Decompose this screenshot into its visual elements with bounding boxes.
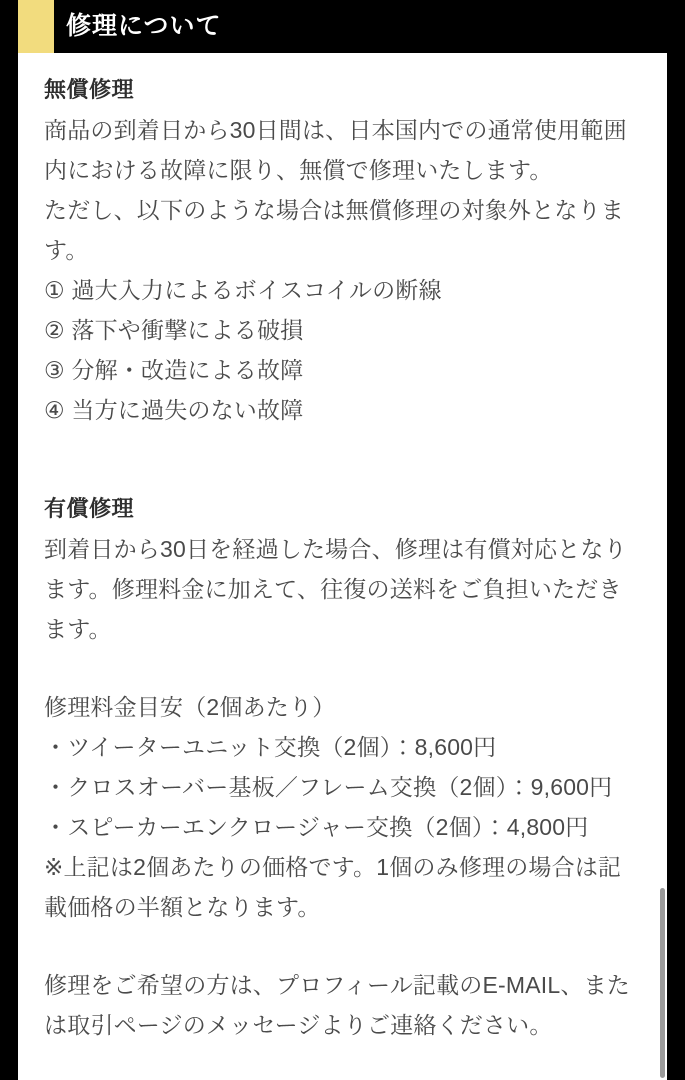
- list-item: ④ 当方に過失のない故障: [44, 397, 304, 423]
- price-list: [44, 727, 641, 847]
- closing-spacer: [44, 927, 641, 965]
- list-item: ① 過大入力によるボイスコイルの断線: [44, 277, 442, 303]
- free-repair-exclusion-list: [44, 270, 641, 430]
- list-item: ・クロスオーバー基板／フレーム交換（2個）：9,600円: [44, 774, 613, 800]
- document-content: [18, 53, 667, 1045]
- list-item: ・スピーカーエンクロージャー交換（2個）：4,800円: [44, 814, 589, 840]
- contact-instructions: 修理をご希望の方は、プロフィール記載のE-MAIL、または取引ページのメッセージよりご連絡ください。: [44, 972, 630, 1038]
- paid-repair-paragraph-1: 到着日から30日を経過した場合、修理は有償対応となります。修理料金に加えて、往復の送料をご負担いただきます。: [44, 536, 627, 642]
- header-accent-block: [18, 0, 54, 53]
- list-item: ③ 分解・改造による故障: [44, 357, 304, 383]
- list-item: ・ツイーターユニット交換（2個）：8,600円: [44, 734, 497, 760]
- page-title: 修理について: [66, 12, 222, 40]
- free-repair-paragraph-1: 商品の到着日から30日間は、日本国内での通常使用範囲内における故障に限り、無償で修理いたします。: [44, 117, 627, 183]
- list-item: ② 落下や衝撃による破損: [44, 317, 304, 343]
- section-spacer: [44, 430, 641, 492]
- document-sheet: [18, 0, 667, 1080]
- price-list-heading: 修理料金目安（2個あたり）: [44, 694, 336, 720]
- price-spacer: [44, 649, 641, 687]
- vertical-scrollbar[interactable]: [660, 888, 665, 1078]
- section-heading-paid-repair: 有償修理: [44, 496, 135, 521]
- free-repair-paragraph-2: ただし、以下のような場合は無償修理の対象外となります。: [44, 197, 624, 263]
- section-heading-free-repair: 無償修理: [44, 77, 135, 102]
- section-header-banner: [18, 0, 667, 53]
- price-note: ※上記は2個あたりの価格です。1個のみ修理の場合は記載価格の半額となります。: [44, 854, 622, 920]
